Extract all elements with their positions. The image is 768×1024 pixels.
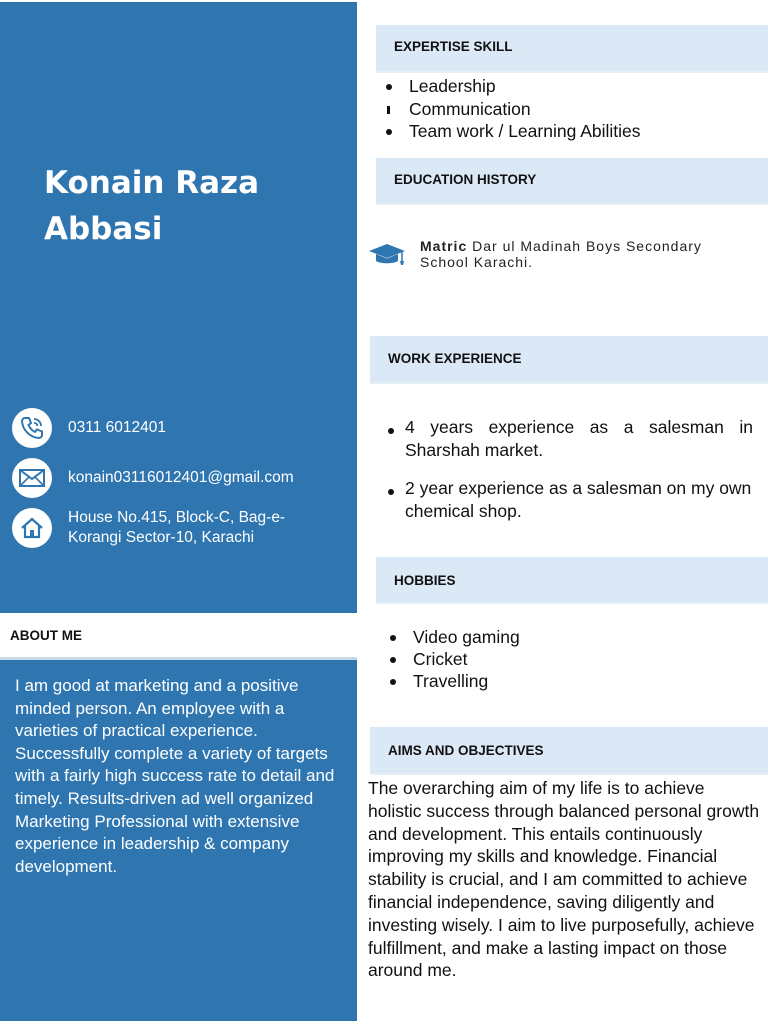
hobbies-heading: HOBBIES: [394, 573, 456, 588]
bullet-icon: [388, 489, 394, 495]
graduation-cap-icon: [367, 242, 407, 273]
email-link[interactable]: konain03116012401@gmail.com: [68, 469, 294, 486]
education-entry: [367, 238, 750, 273]
list-item: Communication: [384, 98, 641, 121]
address-line-2: Korangi Sector-10, Karachi: [68, 529, 255, 546]
bullet-icon: [388, 428, 394, 434]
expertise-list: [384, 75, 641, 143]
work-heading: WORK EXPERIENCE: [388, 351, 522, 366]
about-me-heading: ABOUT ME: [10, 628, 82, 643]
phone-icon: [12, 408, 52, 448]
list-item: 4 years experience as a salesman in Sharshah market.: [388, 416, 753, 462]
bullet-icon: [386, 129, 392, 135]
bullet-icon: [386, 84, 392, 90]
home-icon: [12, 508, 52, 548]
hobbies-header: [376, 557, 768, 604]
bullet-icon: [390, 635, 396, 641]
aims-header: [370, 727, 768, 775]
list-item: Travelling: [388, 670, 520, 692]
list-item: Team work / Learning Abilities: [384, 120, 641, 143]
contact-address: [12, 508, 328, 548]
about-me-text: I am good at marketing and a positive minded person. An employee with a varieties of practical experience. Successfully complete a variety of targets with a fairly high success rate to detail and timely. Results-driven ad well organized Marketing Professional with extensive experience in leadership & company development.: [15, 676, 335, 876]
phone-number: 0311 6012401: [68, 419, 166, 436]
work-header: [370, 336, 768, 384]
hobbies-list: [388, 626, 520, 692]
name-line-1: Konain Raza: [44, 165, 260, 201]
list-item: Video gaming: [388, 626, 520, 648]
aims-heading: AIMS AND OBJECTIVES: [388, 743, 544, 758]
contact-email: [12, 458, 294, 498]
expertise-heading: EXPERTISE SKILL: [394, 39, 513, 54]
list-item: Cricket: [388, 648, 520, 670]
list-item: 2 year experience as a salesman on my own chemical shop.: [388, 477, 753, 523]
education-school: Dar ul Madinah Boys Secondary School Karachi.: [420, 238, 702, 270]
work-list: [388, 416, 753, 523]
bullet-icon: [390, 657, 396, 663]
about-me-header: [0, 613, 357, 660]
address-text: [68, 508, 328, 548]
name-line-2: Abbasi: [44, 211, 163, 247]
education-heading: EDUCATION HISTORY: [394, 172, 537, 187]
person-name: [44, 160, 344, 252]
education-text: [420, 238, 750, 273]
bullet-icon: [390, 679, 396, 685]
contact-phone: [12, 408, 166, 448]
bullet-icon: [387, 106, 390, 114]
education-header: [376, 158, 768, 205]
education-degree: Matric: [420, 238, 468, 254]
aims-text: The overarching aim of my life is to achieve holistic success through balanced personal growth and development. This entails continuously improving my skills and knowledge. Financial stability is crucial, and I am committed to achieve financial independence, saving diligently and investing wisely. I aim to live purposefully, achieve fulfillment, and make a lasting impact on those around me.: [368, 778, 760, 981]
address-line-1: House No.415, Block-C, Bag-e-: [68, 509, 286, 526]
envelope-icon: [12, 458, 52, 498]
list-item: Leadership: [384, 75, 641, 98]
expertise-header: [376, 25, 768, 73]
